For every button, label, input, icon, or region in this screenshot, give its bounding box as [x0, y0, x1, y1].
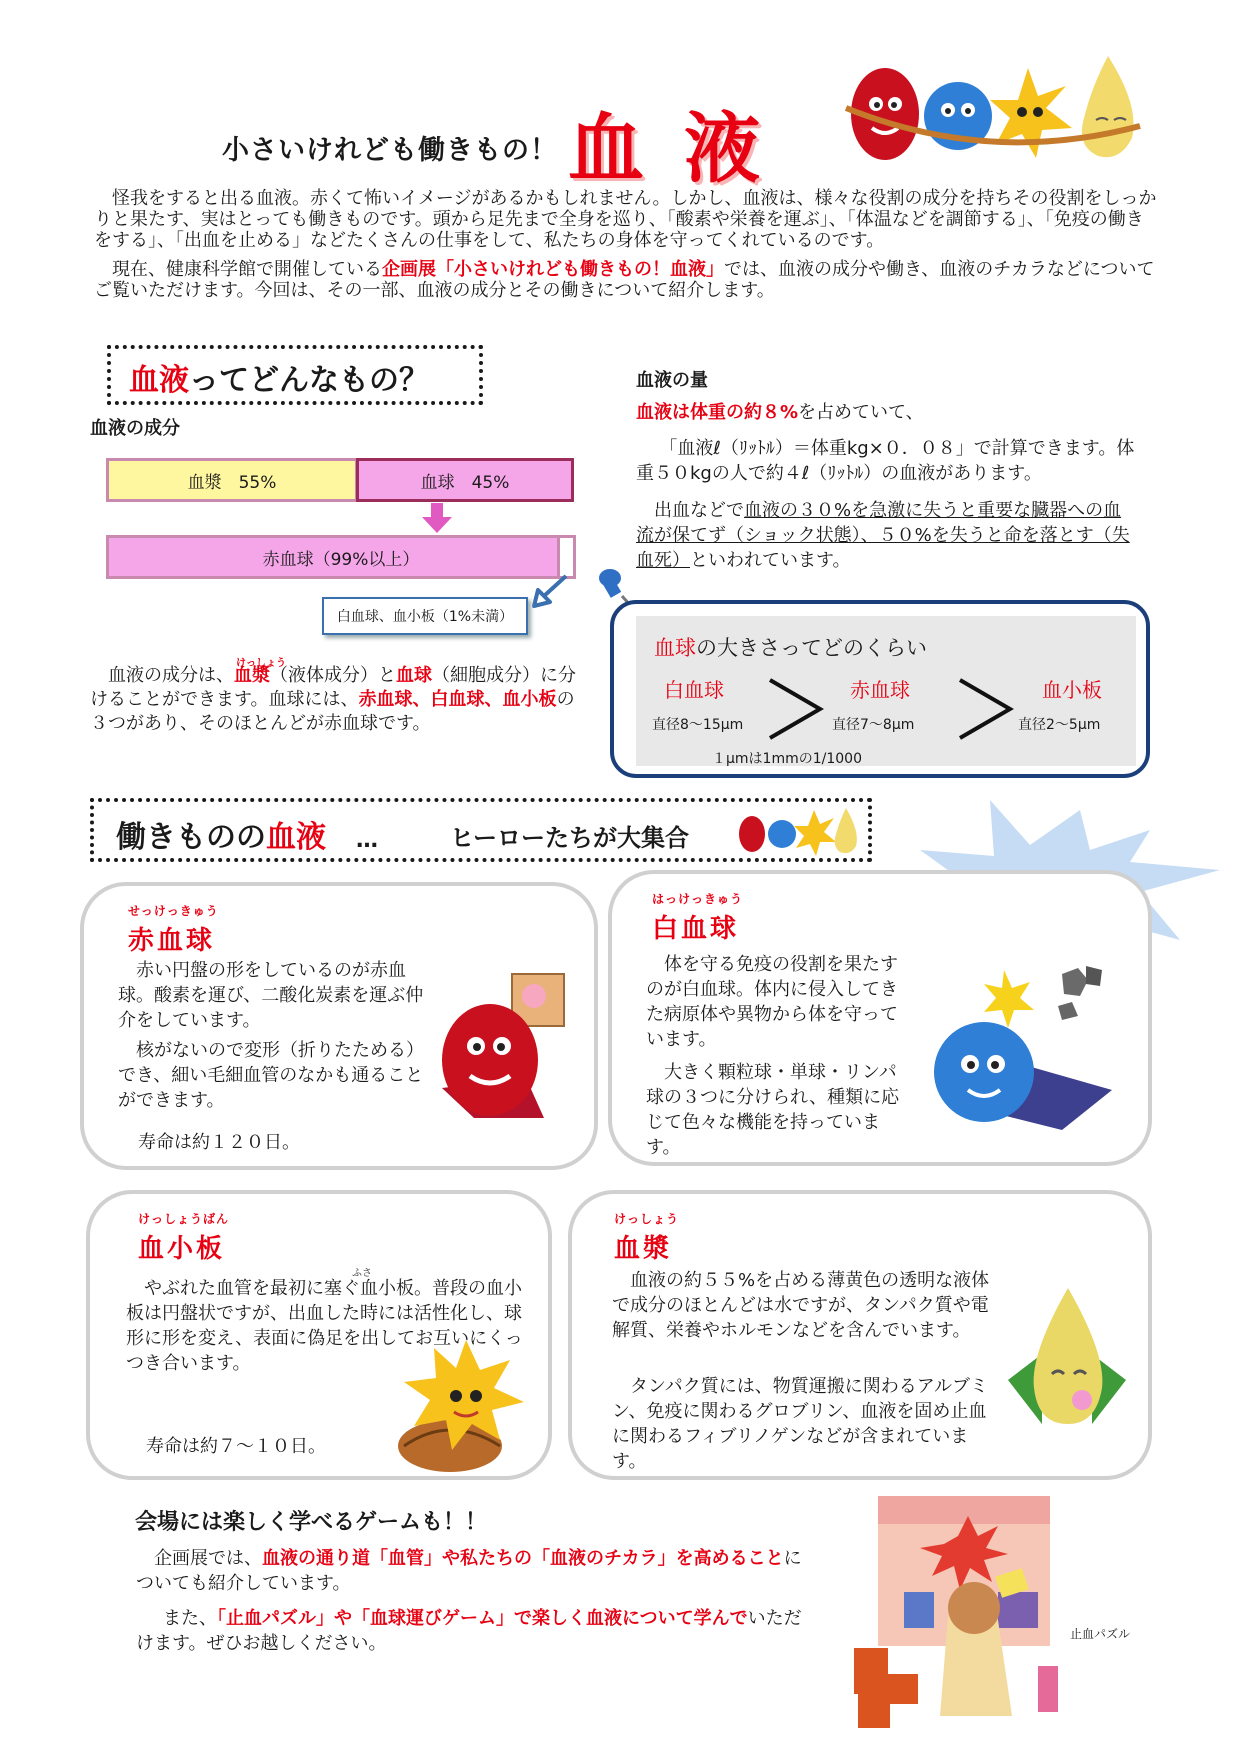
ruby: けっしょうばん	[138, 1212, 230, 1226]
card-lifespan: 寿命は約７～１０日。	[146, 1436, 326, 1457]
ruby: ふさ	[352, 1268, 372, 1279]
intro-paragraph-2	[94, 259, 1159, 301]
card-title: 血小板	[138, 1234, 226, 1264]
mascot-group-small-illustration	[734, 804, 864, 858]
card-lifespan: 寿命は約１２０日。	[138, 1132, 300, 1153]
section-heading-box	[107, 345, 483, 405]
card-text: 赤い円盤の形をしているのが赤血球。酸素を運び、二酸化炭素を運ぶ仲介をしています。	[118, 960, 424, 1031]
heading-keyword: 血液	[129, 363, 189, 398]
volume-highlight: 血液は体重の約８%	[636, 402, 799, 423]
cell-size-panel	[636, 616, 1136, 766]
red-cell-card	[80, 882, 598, 1170]
blood-cell-term: 血球	[396, 665, 432, 686]
text: また、	[163, 1608, 217, 1629]
game-highlight: 血液の通り道「血管」や私たちの「血液のチカラ」を高めること	[262, 1548, 784, 1569]
plasma-bar: 血漿 55%	[106, 458, 358, 502]
text: といわれています。	[690, 550, 851, 571]
plasma-word: 血漿	[234, 665, 270, 686]
volume-formula: 「血液ℓ（ﾘｯﾄﾙ）＝体重kg×０．０８」で計算できます。体重５０kgの人で約４ℓ（ﾘｯﾄﾙ）の血液があります。	[636, 438, 1135, 484]
volume-label: 血液の量	[636, 370, 708, 391]
platelet-hero-illustration	[390, 1334, 540, 1474]
warning-underlined: 血液の３０%を急激に失うと重要な臓器への血流が保てず（ショック状態）、５０%を失うと命を落とす（失血死）	[636, 500, 1130, 571]
ruby: せっけっきゅう	[128, 904, 219, 918]
card-text: 核がないので変形（折りたためる）でき、細い毛細血管のなかも通ることができます。	[118, 1040, 424, 1111]
ruby: はっけっきゅう	[652, 892, 744, 906]
volume-lead	[636, 400, 1136, 425]
cell-size-platelet: 直径2～5μm	[1018, 717, 1101, 733]
red-cell-bar: 赤血球（99%以上）	[106, 535, 576, 579]
cell-size-title	[654, 632, 927, 662]
mascot-group-illustration	[840, 46, 1150, 172]
text: いただけます。ぜひお越しください。	[136, 1608, 802, 1654]
arrow-diagonal-icon	[530, 572, 572, 610]
text: 企画展では、	[154, 1548, 262, 1569]
cell-size-card	[610, 600, 1150, 778]
text: （液体成分）と	[270, 665, 396, 686]
ruby: けっしょう	[614, 1212, 680, 1226]
text: の３つがあり、そのほとんどが赤血球です。	[90, 689, 575, 734]
puzzle-photo-illustration	[848, 1496, 1058, 1736]
text: を占めていて、	[798, 402, 924, 423]
page-title: 血液	[568, 104, 800, 193]
volume-warning	[636, 498, 1136, 573]
greater-than-icon	[766, 676, 826, 742]
exhibition-name: 企画展「小さいけれども働きもの！血液」	[382, 259, 724, 280]
text: 血液の成分は、	[108, 665, 234, 686]
card-text: 血液の約５５%を占める薄黄色の透明な液体で成分のほとんどは水ですが、タンパク質や電解質、栄養やホルモンなどを含んでいます。	[612, 1270, 990, 1341]
intro-text: 現在、健康科学館で開催している	[112, 259, 382, 280]
arrow-down-icon	[420, 503, 454, 535]
heading-text: ってどんなもの？	[189, 363, 429, 398]
cell-name-rbc: 赤血球	[850, 678, 910, 702]
intro	[94, 188, 1159, 309]
card-text: タンパク質には、物質運搬に関わるアルブミン、免疫に関わるグロブリン、血液を固め止血に関わるフィブリノゲンなどが含まれています。	[612, 1376, 989, 1472]
heading-dots: …	[356, 828, 378, 853]
composition-text	[90, 658, 588, 736]
section-heading-box	[90, 798, 872, 862]
puzzle-caption: 止血パズル	[1070, 1627, 1131, 1641]
intro-paragraph-1: 怪我をすると出る血液。赤くて怖いイメージがあるかもしれません。しかし、血液は、様々な役割の成分を持ちその役割をしっかりと果たす、実はとっても働きものです。頭から足先まで全身を巡り、「酸素や栄養を運ぶ」、「体温などを調節する」、「免疫の働きをする」、「出血を止める」などたくさんの仕事をして、私たちの身体を守ってくれているのです。	[94, 188, 1157, 251]
game-highlight: 「止血パズル」や「血球運びゲーム」で楽しく血液について学んで	[217, 1608, 748, 1629]
section-heading	[116, 812, 378, 856]
game-paragraph-1	[136, 1546, 816, 1596]
red-cell-hero-illustration	[434, 968, 574, 1120]
plasma-hero-illustration	[1002, 1284, 1132, 1434]
game-title: 会場には楽しく学べるゲームも！！	[135, 1510, 488, 1535]
blood-cells-bar: 血球 45%	[356, 458, 574, 502]
section-subheading: ヒーローたちが大集合	[450, 824, 690, 852]
title-keyword: 血球	[654, 636, 696, 660]
text: についても紹介しています。	[136, 1548, 802, 1594]
plasma-mascot	[1082, 56, 1134, 157]
card-title: 赤血球	[128, 926, 216, 956]
game-paragraph-2	[136, 1606, 816, 1656]
section-heading	[129, 355, 429, 399]
platelet-card	[86, 1190, 552, 1480]
card-text: 体を守る免疫の役割を果たすのが白血球。体内に侵入してきた病原体や異物から体を守っています。	[646, 954, 898, 1050]
cell-size-rbc: 直径7～8μm	[832, 717, 915, 733]
card-text: 大きく顆粒球・単球・リンパ球の３つに分けられ、種類に応じて色々な機能を持っています。	[646, 1062, 900, 1158]
cell-types-term: 赤血球、白血球、血小板	[358, 689, 557, 710]
card-text: やぶれた血管を最初に塞ぐ血小板。普段の血小板は円盤状ですが、出血した時には活性化し、球形に形を変え、表面に偽足を出してお互いにくっつき合います。	[126, 1278, 523, 1374]
white-cell-hero-illustration	[912, 960, 1122, 1136]
text: 出血などで	[654, 500, 744, 521]
subtitle: 小さいけれども働きもの！	[222, 135, 558, 166]
ruby: けっしょう	[236, 658, 286, 669]
intro-text: では、血液の成分や働き、血液のチカラなどについてご覧いただけます。今回は、その一部、血液の成分とその働きについて紹介します。	[94, 259, 1155, 301]
plasma-term	[234, 658, 286, 686]
cell-name-platelet: 血小板	[1042, 678, 1102, 702]
cell-size-wbc: 直径8～15μm	[652, 717, 744, 733]
heading-text: 働きものの	[116, 820, 266, 855]
greater-than-icon	[956, 676, 1016, 742]
plasma-card	[568, 1190, 1152, 1480]
text: （細胞成分）に分けることができます。血球には、	[90, 665, 576, 710]
card-title: 白血球	[652, 914, 740, 944]
title-text: の大きさってどのくらい	[696, 636, 927, 660]
heading-keyword: 血液	[266, 820, 326, 855]
card-title: 血漿	[614, 1234, 673, 1264]
composition-label: 血液の成分	[90, 418, 180, 439]
white-cell-platelet-bar: 白血球、血小板（1%未満）	[322, 597, 528, 635]
micrometer-note: １μmは1mmの1/1000	[712, 751, 862, 767]
cell-name-wbc: 白血球	[664, 678, 724, 702]
white-cell-card	[608, 870, 1152, 1166]
